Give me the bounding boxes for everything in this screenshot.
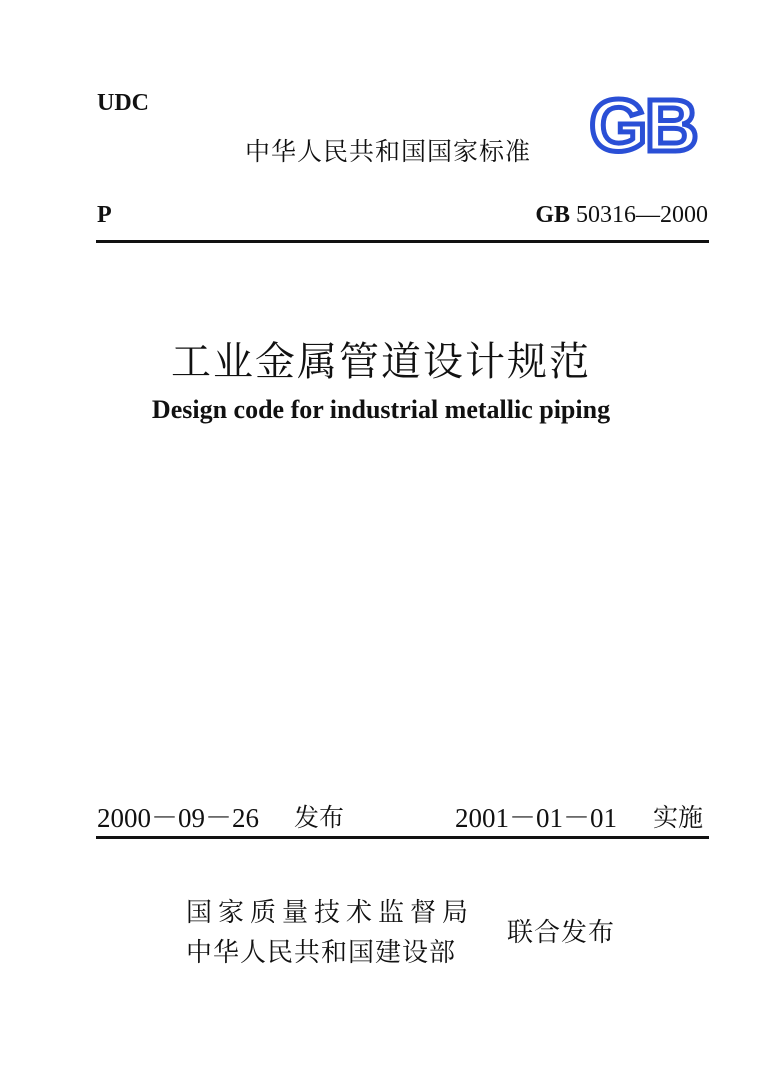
udc-label: UDC [97,90,149,116]
standard-type: 中华人民共和国国家标准 [245,137,532,166]
issue-label: 发布 [294,803,345,832]
title-chinese: 工业金属管道设计规范 [171,339,591,385]
joint-issue-label: 联合发布 [507,918,616,948]
implement-label: 实施 [653,803,704,832]
bottom-divider [96,836,709,839]
standard-number-prefix: GB [535,202,570,228]
gb-logo-text: GB [589,93,697,159]
issuer-quality-bureau: 国家质量技术监督局 [186,898,475,928]
title-english: Design code for industrial metallic piping [151,395,611,424]
issue-date: 2000－09－26 [97,803,259,833]
gb-logo [584,93,702,159]
standard-number-value: 50316—2000 [576,202,708,228]
implement-date: 2001－01－01 [455,803,617,833]
issuer-construction-ministry: 中华人民共和国建设部 [186,938,457,968]
classification-code: P [97,202,112,228]
standard-number [535,202,708,229]
top-divider [96,240,709,243]
